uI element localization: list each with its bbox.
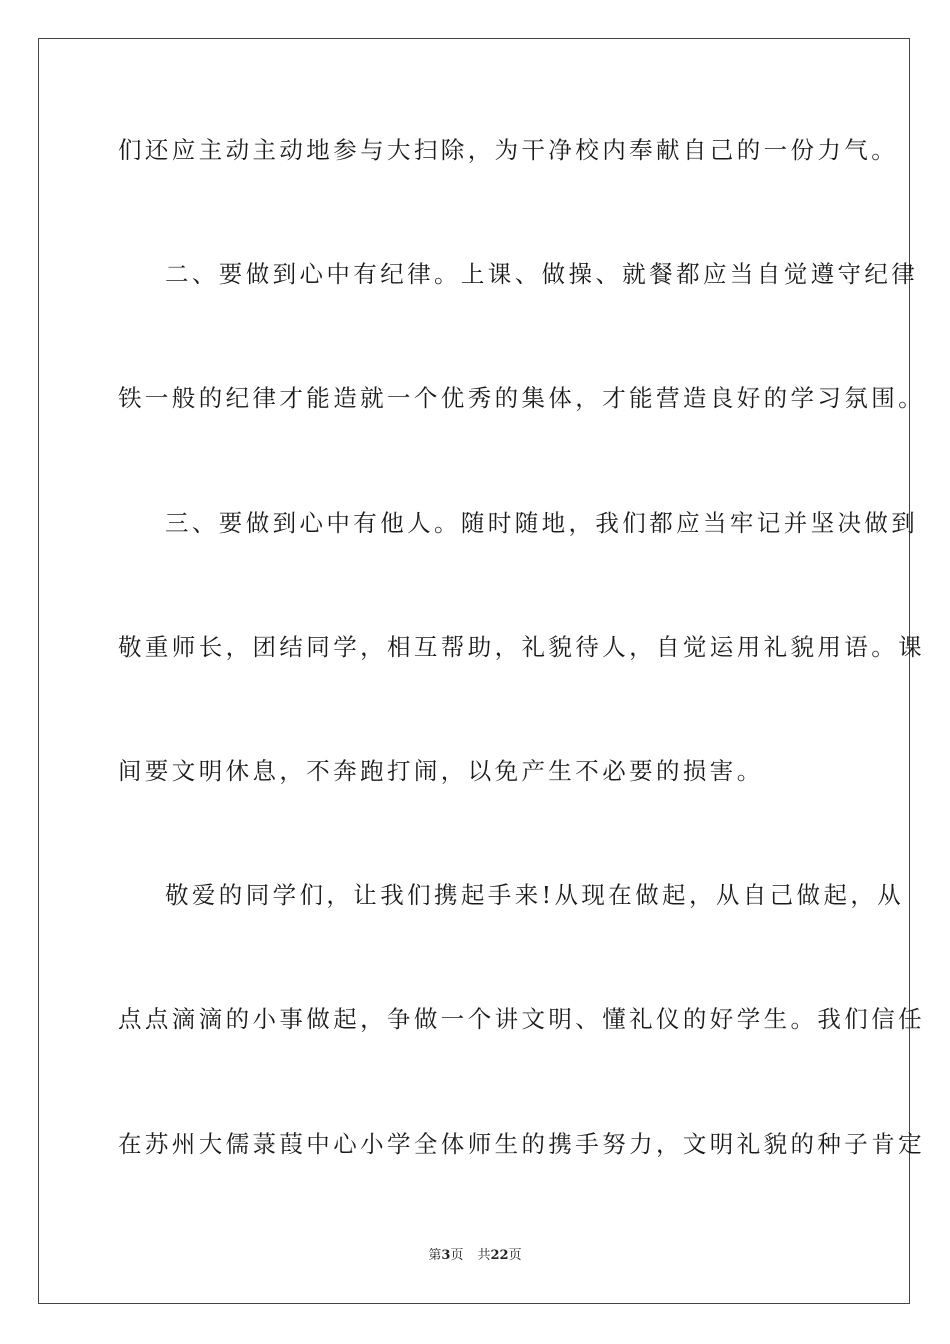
- page-border: [38, 38, 925, 1304]
- text-line-6: 间要文明休息，不奔跑打闹，以免产生不必要的损害。: [118, 757, 764, 785]
- footer-total-pages: 22: [490, 1248, 509, 1263]
- text-line-7: 敬爱的同学们，让我们携起手来!从现在做起，从自己做起，从: [165, 881, 905, 909]
- footer-page-number: 3: [441, 1248, 451, 1263]
- footer-page-suffix: 页: [450, 1248, 464, 1263]
- text-line-4: 三、要做到心中有他人。随时随地，我们都应当牢记并坚决做到: [165, 509, 919, 537]
- footer-total-prefix: 共: [477, 1248, 491, 1263]
- text-line-1: 们还应主动主动地参与大扫除，为干净校内奉献自己的一份力气。: [118, 136, 899, 164]
- text-line-5: 敬重师长，团结同学，相互帮助，礼貌待人，自觉运用礼貌用语。课: [118, 633, 925, 661]
- text-line-8: 点点滴滴的小事做起，争做一个讲文明、懂礼仪的好学生。我们信任: [118, 1005, 925, 1033]
- footer-total-suffix: 页: [508, 1248, 522, 1263]
- page-footer: [0, 1247, 950, 1265]
- text-line-3: 铁一般的纪律才能造就一个优秀的集体，才能营造良好的学习氛围。: [118, 384, 925, 412]
- text-line-2: 二、要做到心中有纪律。上课、做操、就餐都应当自觉遵守纪律: [165, 260, 919, 288]
- footer-page-prefix: 第: [428, 1248, 442, 1263]
- text-line-9: 在苏州大儒菉葭中心小学全体师生的携手努力，文明礼貌的种子肯定: [118, 1130, 925, 1158]
